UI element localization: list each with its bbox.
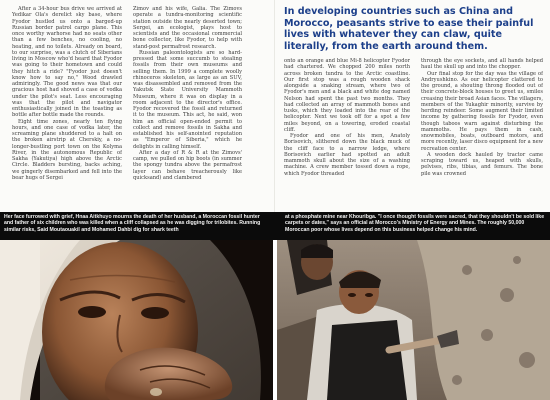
body-paragraph: Zimov and his wife, Galia. The Zimovs operate a tundra-monitoring scientific station outside the nearly deserted town; Sergei, an ecologist, plays host to scientists and the occasional commercial bone collector, like Fyodor, to help with stand-post permafrost research. (133, 6, 242, 50)
body-paragraph: Russian paleontologists are so hard-pressed that some succumb to stealing fossils from their own museums and selling them. In 1999 a complete woolly rhinoceros skeleton, as large as an SUV, was disassembled and removed from the Yakutsk State University Mammoth Museum, where it was on display in a room adjacent to the director's office. Fyodor recovered the fossil and returned it to the museum. This act, he said, won him an official open-ended permit to collect and remove fossils in Sakha and established his self-anointed reputation as "Emperor of Siberia," which he delights in calling himself. (133, 49, 242, 150)
photo-caption-left: Her face furrowed with grief, Hnaa Aitkhuyo mourns the death of her husband, a Moroccan fossil hunter and father of six children who was killed when a cliff collapsed as he was digging for trilobites. Running similar risks, Said Moutaouakil and Mohamed Dahbi dig for shark teeth (4, 214, 261, 233)
caption-bar (0, 212, 550, 240)
body-column-1 (12, 6, 122, 209)
page-gutter (274, 0, 275, 212)
grieving-woman-photo (0, 240, 273, 400)
fossil-diggers-illustration (277, 240, 550, 400)
body-paragraph: Fyodor and one of his men, Anatoly Borisovich, slithered down the black muck of the cliff face to a narrow ledge, where Borisovich earlier had spotted an adult mammoth skull about the size of a washing machine. A crew member tossed down a rope, which Fyodor threaded (284, 133, 410, 177)
body-paragraph: Eight time zones, nearly ten flying hours, and one case of vodka later, the screaming plane shuddered to a halt on the broken airstrip at Cherskiy, a no-longer-bustling port town on the Kolyma River, in the autonomous Republic of Sakha (Yakutiya) high above the Arctic Circle. Bladders bursting, backs aching, we gingerly disembarked and fell into the bear hugs of Sergei (12, 118, 122, 181)
headline: In developing countries such as China and Morocco, peasants strive to ease their painful lives with whatever they can claw, quite literally, from the earth around them. (284, 6, 534, 52)
grieving-woman-illustration (0, 240, 273, 400)
body-paragraph: A wooden dock hauled by tractor came scraping toward us, heaped with skulls, pelvises, ribs, tibias, and femurs. The bone pile was crowned (421, 151, 543, 177)
photo-caption-right: at a phosphate mine near Khouribga. "I once thought fossils were sacred, that they shouldn't be sold like carpets or dates," says an official at Morocco's Ministry of Energy and Mines. The roughly 50,000 Moroccan poor whose lives depend on this business helped change his mind. (285, 214, 545, 233)
body-paragraph: After a 34-hour bus drive we arrived at Yedikar Ola's derelict sky base, where Fyodor hustled us onto a barged-up Russian border patrol cargo plane. This once worthy warhorse had no seats other than a few benches, no cooling, no heating, and no toilets. Already on board, to our surprise, was a clutch of Siberians living in Moscow who'd heard that Fyodor was going to their hometown and could they hitch a ride? "Fyodor just doesn't know how to say no," Wood drawled admiringly. The good news was that our gracious host had shoved a case of vodka under the pilot's seat. Less encouraging was that the pilot and navigator enthusiastically joined in the toasting as bottle after bottle made the rounds. (12, 6, 122, 119)
body-paragraph: onto an orange and blue Mi-8 helicopter Fyodor had chartered. We chopped 200 miles north across broken tundra to the Arctic coastline. Our first stop was a rough wooden shack alongside a snaking stream, where two of Fyodor's men and a black and white dog named Nelson had spent the past two months. They had collected an array of mammoth bones and tusks, which they loaded into the rear of the helicopter. Next we took off for a spot a few miles beyond, on a towering, eroded coastal cliff. (284, 58, 410, 133)
body-column-3 (284, 58, 410, 209)
body-column-2 (133, 6, 242, 209)
body-column-4 (421, 58, 543, 209)
body-paragraph: Our final stop for the day was the village of Andryushkino. As our helicopter clattered to the ground, a shouting throng flooded out of their concrete-block houses to greet us, smiles creasing their broad Asian faces. The villagers, members of the Yukaghir minority, survive by herding reindeer. Some augment their limited income by gathering fossils for Fyodor, even though taboos warn against disturbing the mammoths. He pays them in cash, snowmobiles, boats, outboard motors, and more recently, laser disco equipment for a new recreation center. (421, 70, 543, 152)
body-paragraph: through the eye sockets, and all hands helped haul the skull up and into the chopper. (421, 58, 543, 71)
body-paragraph: After a day of R & R at the Zimovs' camp, we pulled on hip boots (in summer the spongy tundra above the permafrost layer can behave treacherously like quicksand) and clambered (133, 149, 242, 181)
fossil-diggers-photo (277, 240, 550, 400)
